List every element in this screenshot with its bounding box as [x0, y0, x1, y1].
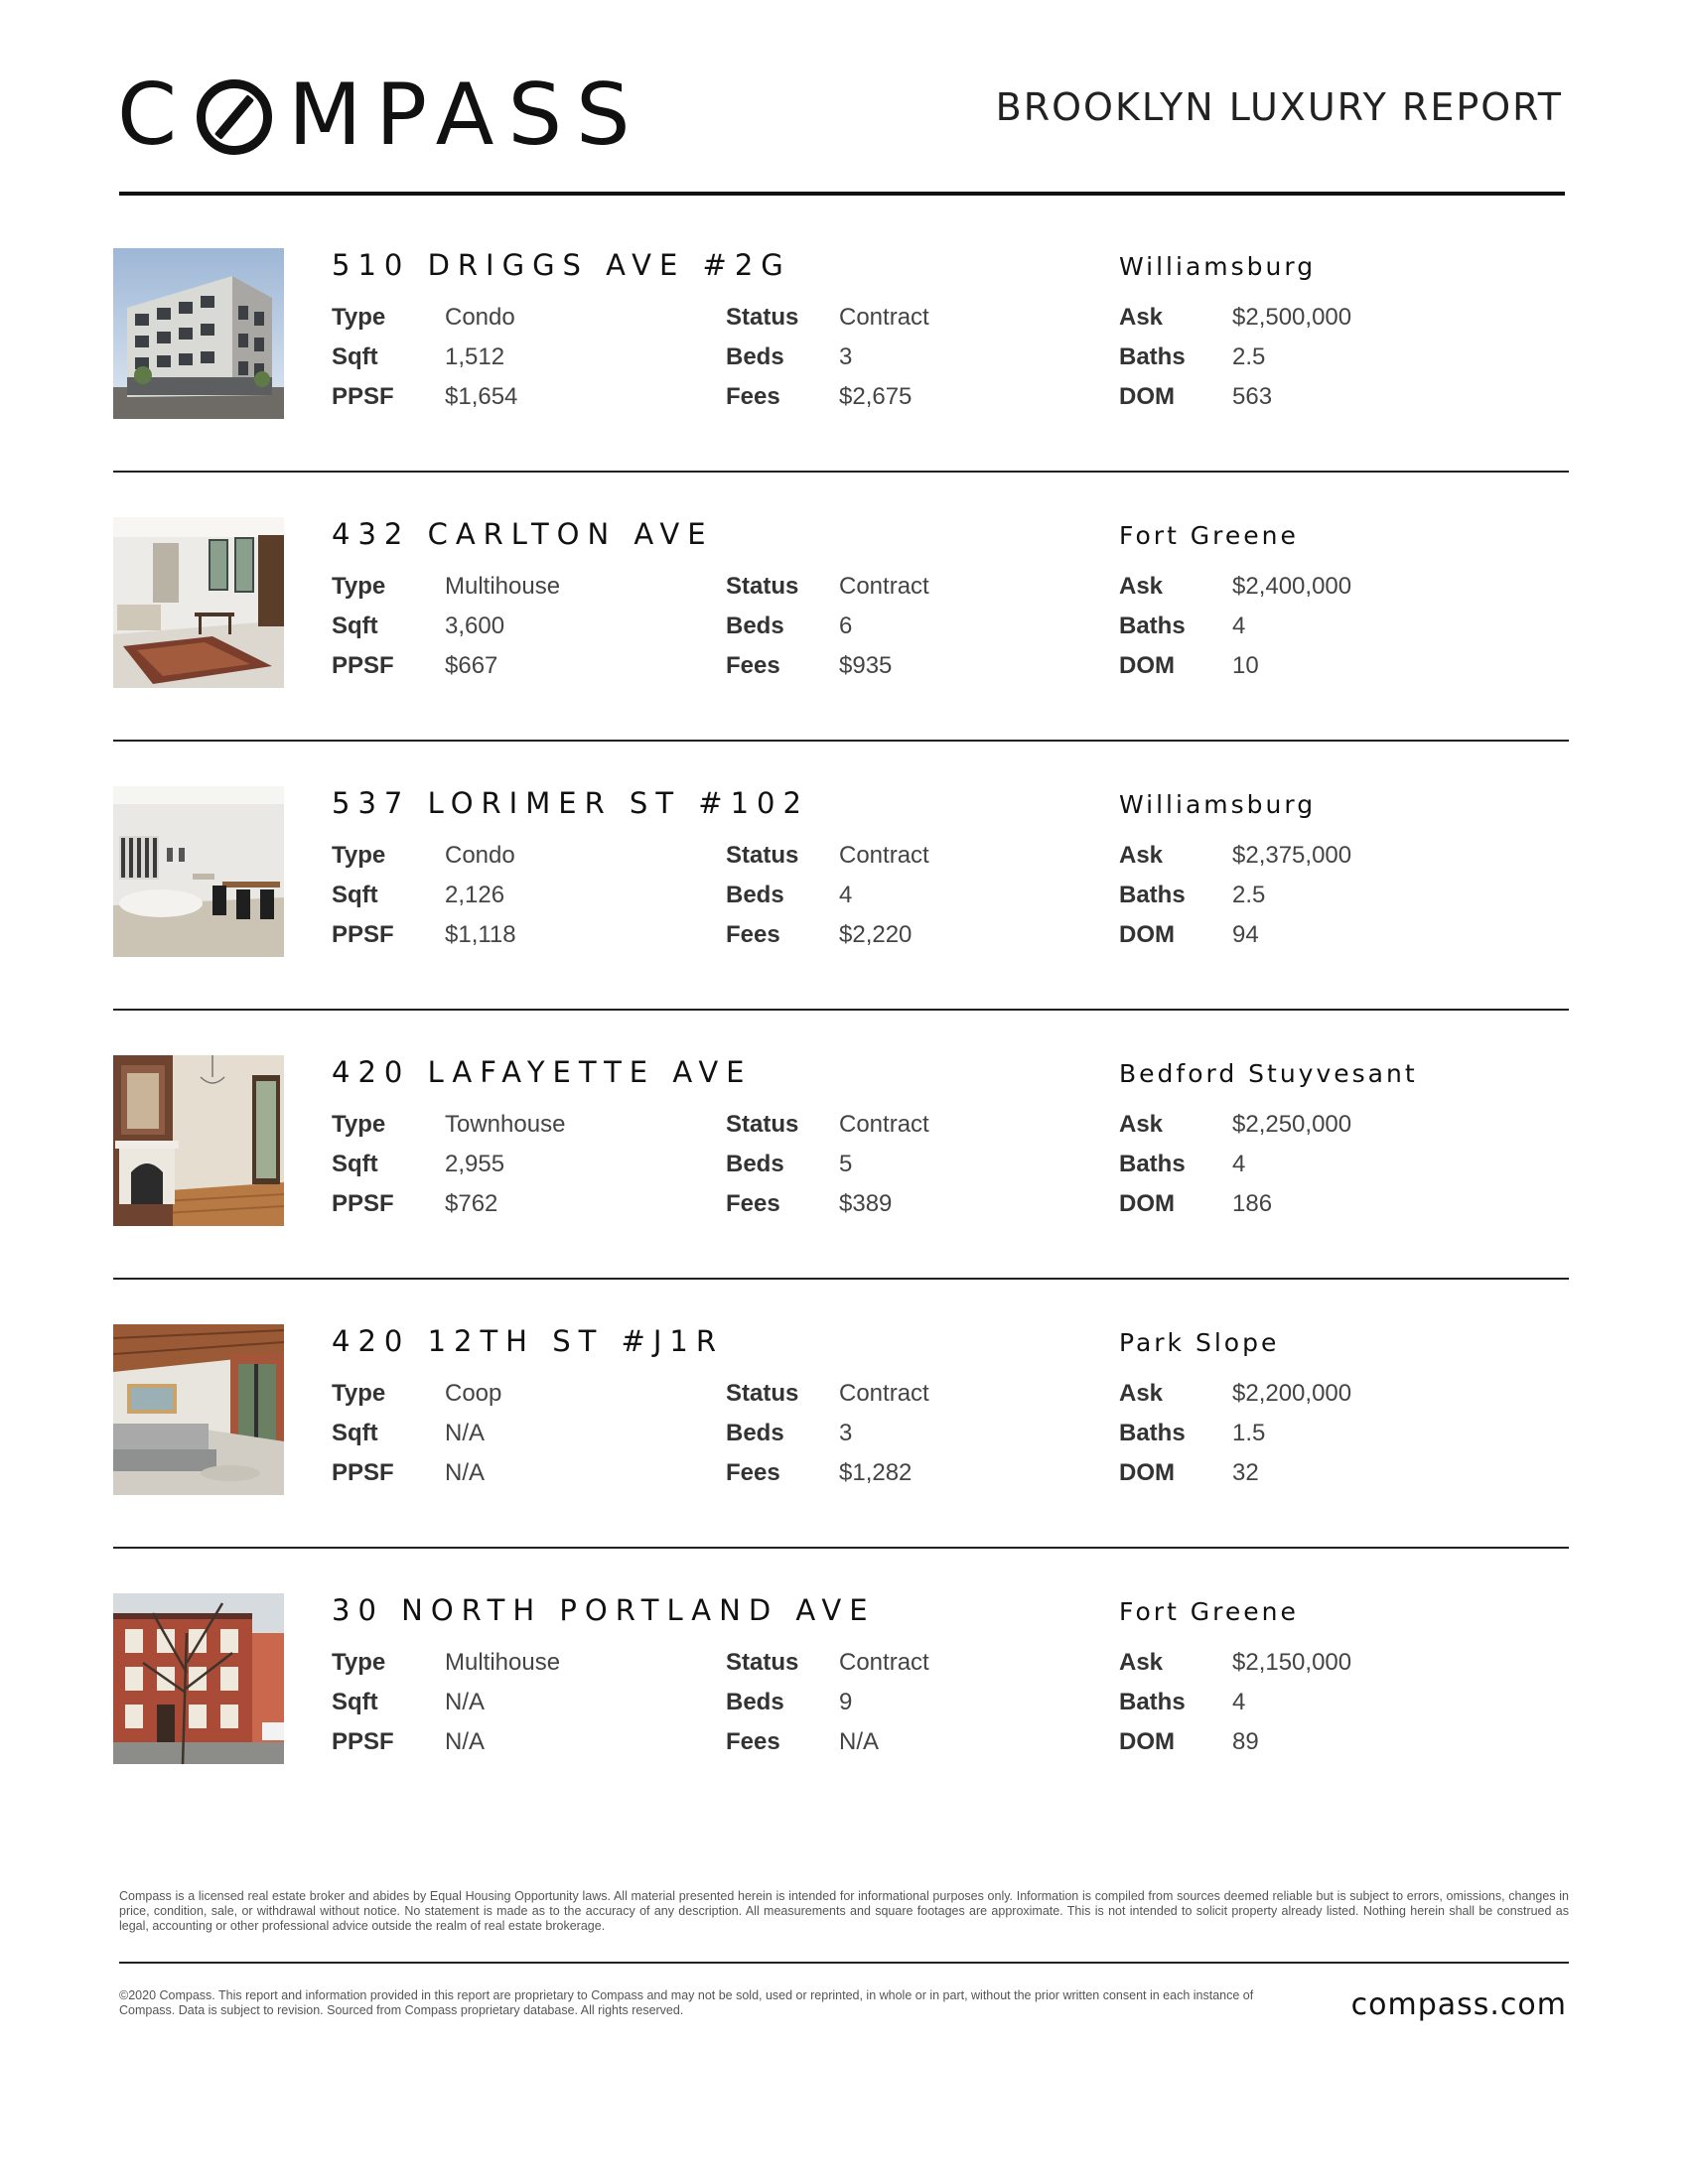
- compass-logo: [117, 66, 644, 166]
- fees-label: Fees: [726, 921, 780, 948]
- sqft-label: Sqft: [332, 1689, 378, 1715]
- ppsf-label: PPSF: [332, 921, 394, 948]
- ppsf-label: PPSF: [332, 1459, 394, 1486]
- beds-value: 5: [839, 1151, 853, 1177]
- ppsf-label: PPSF: [332, 652, 394, 679]
- type-label: Type: [332, 1380, 386, 1407]
- status-label: Status: [726, 573, 799, 600]
- beds-value: 4: [839, 882, 853, 908]
- type-label: Type: [332, 573, 386, 600]
- dom-value: 32: [1232, 1459, 1259, 1486]
- fees-value: N/A: [839, 1728, 880, 1755]
- baths-value: 2.5: [1232, 343, 1266, 370]
- ppsf-value: $667: [445, 652, 498, 679]
- dom-value: 10: [1232, 652, 1259, 679]
- type-label: Type: [332, 1111, 386, 1138]
- fees-label: Fees: [726, 652, 780, 679]
- baths-value: 1.5: [1232, 1420, 1266, 1446]
- dom-label: DOM: [1119, 1459, 1175, 1486]
- status-value: Contract: [839, 1649, 929, 1676]
- dom-label: DOM: [1119, 383, 1175, 410]
- listing-neighborhood: Williamsburg: [1119, 252, 1317, 281]
- sqft-value: 2,126: [445, 882, 505, 908]
- listing-address: 420 12TH ST #J1R: [332, 1324, 725, 1358]
- beds-label: Beds: [726, 1689, 784, 1715]
- loft-living-room-photo: [113, 1324, 284, 1495]
- sqft-label: Sqft: [332, 1151, 378, 1177]
- baths-label: Baths: [1119, 343, 1186, 370]
- dom-label: DOM: [1119, 921, 1175, 948]
- sqft-value: N/A: [445, 1689, 486, 1715]
- type-value: Coop: [445, 1380, 502, 1407]
- beds-value: 6: [839, 613, 853, 639]
- type-value: Townhouse: [445, 1111, 566, 1138]
- ppsf-label: PPSF: [332, 383, 394, 410]
- type-value: Multihouse: [445, 1649, 561, 1676]
- fees-value: $389: [839, 1190, 893, 1217]
- status-label: Status: [726, 842, 799, 869]
- sqft-label: Sqft: [332, 882, 378, 908]
- listing-address: 30 NORTH PORTLAND AVE: [332, 1593, 876, 1627]
- ppsf-label: PPSF: [332, 1728, 394, 1755]
- dom-value: 563: [1232, 383, 1273, 410]
- sqft-value: 3,600: [445, 613, 505, 639]
- listing-divider: [113, 471, 1569, 473]
- website-link[interactable]: compass.com: [1350, 1987, 1567, 2022]
- report-title: BROOKLYN LUXURY REPORT: [995, 85, 1563, 129]
- dom-label: DOM: [1119, 1728, 1175, 1755]
- status-value: Contract: [839, 304, 929, 331]
- dom-label: DOM: [1119, 652, 1175, 679]
- baths-label: Baths: [1119, 613, 1186, 639]
- status-value: Contract: [839, 842, 929, 869]
- listing-neighborhood: Bedford Stuyvesant: [1119, 1059, 1418, 1088]
- copyright-notice: ©2020 Compass. This report and information provided in this report are proprietary to Compass and may not be sold, used or reprinted, in whole or in part, without the prior written consent in each instance of Compass. Data is subject to revision. Sourced from Compass proprietary database. All rights reserved.: [119, 1988, 1254, 2017]
- listing-card: [113, 786, 1569, 1054]
- listing-neighborhood: Fort Greene: [1119, 521, 1299, 550]
- fees-label: Fees: [726, 1728, 780, 1755]
- fees-label: Fees: [726, 1459, 780, 1486]
- type-label: Type: [332, 1649, 386, 1676]
- sqft-value: N/A: [445, 1420, 486, 1446]
- beds-value: 9: [839, 1689, 853, 1715]
- fees-label: Fees: [726, 383, 780, 410]
- dom-value: 89: [1232, 1728, 1259, 1755]
- ask-label: Ask: [1119, 1111, 1164, 1138]
- ask-label: Ask: [1119, 1380, 1164, 1407]
- ppsf-value: N/A: [445, 1459, 486, 1486]
- listing-divider: [113, 740, 1569, 742]
- ppsf-value: N/A: [445, 1728, 486, 1755]
- sqft-value: 2,955: [445, 1151, 505, 1177]
- baths-value: 4: [1232, 613, 1246, 639]
- baths-label: Baths: [1119, 882, 1186, 908]
- sqft-label: Sqft: [332, 343, 378, 370]
- baths-label: Baths: [1119, 1689, 1186, 1715]
- ppsf-value: $1,118: [445, 921, 516, 948]
- listing-card: [113, 1324, 1569, 1592]
- living-room-photo: [113, 517, 284, 688]
- compass-needle-icon: [197, 79, 272, 155]
- listing-neighborhood: Park Slope: [1119, 1328, 1280, 1357]
- logo-wordmark: C MPASS: [117, 66, 644, 166]
- dom-value: 186: [1232, 1190, 1273, 1217]
- ask-value: $2,150,000: [1232, 1649, 1352, 1676]
- ask-label: Ask: [1119, 573, 1164, 600]
- beds-label: Beds: [726, 613, 784, 639]
- listing-address: 510 DRIGGS AVE #2G: [332, 248, 791, 282]
- status-label: Status: [726, 1111, 799, 1138]
- baths-label: Baths: [1119, 1420, 1186, 1446]
- dom-value: 94: [1232, 921, 1259, 948]
- listing-address: 420 LAFAYETTE AVE: [332, 1055, 753, 1089]
- beds-label: Beds: [726, 882, 784, 908]
- type-value: Condo: [445, 304, 515, 331]
- building-exterior-photo: [113, 248, 284, 419]
- dom-label: DOM: [1119, 1190, 1175, 1217]
- ask-value: $2,250,000: [1232, 1111, 1352, 1138]
- legal-disclaimer: Compass is a licensed real estate broker and abides by Equal Housing Opportunity laws. All material presented herein is intended for informational purposes only. Information is compiled from sources deemed reliable but is subject to errors, omissions, changes in price, condition, sale, or withdrawal without notice. No statement is made as to the accuracy of any description. All measurements and square footages are approximate. This is not intended to solicit property already listed. Nothing herein shall be construed as legal, accounting or other professional advice outside the realm of real estate brokerage.: [119, 1889, 1569, 1933]
- type-value: Condo: [445, 842, 515, 869]
- listing-divider: [113, 1278, 1569, 1280]
- listing-address: 537 LORIMER ST #102: [332, 786, 809, 820]
- status-label: Status: [726, 304, 799, 331]
- ask-value: $2,500,000: [1232, 304, 1352, 331]
- ask-label: Ask: [1119, 842, 1164, 869]
- sqft-value: 1,512: [445, 343, 505, 370]
- listing-card: [113, 1593, 1569, 1861]
- listing-neighborhood: Fort Greene: [1119, 1597, 1299, 1626]
- listing-card: [113, 517, 1569, 785]
- ask-value: $2,400,000: [1232, 573, 1352, 600]
- listing-card: [113, 1055, 1569, 1323]
- baths-value: 2.5: [1232, 882, 1266, 908]
- status-label: Status: [726, 1380, 799, 1407]
- listing-card: [113, 248, 1569, 516]
- brick-rowhouse-photo: [113, 1593, 284, 1764]
- type-value: Multihouse: [445, 573, 561, 600]
- type-label: Type: [332, 304, 386, 331]
- baths-label: Baths: [1119, 1151, 1186, 1177]
- beds-value: 3: [839, 343, 853, 370]
- footer-divider: [119, 1962, 1569, 1964]
- beds-value: 3: [839, 1420, 853, 1446]
- ppsf-value: $762: [445, 1190, 498, 1217]
- sqft-label: Sqft: [332, 1420, 378, 1446]
- fees-value: $935: [839, 652, 893, 679]
- fees-value: $2,675: [839, 383, 913, 410]
- header-divider: [119, 192, 1565, 196]
- ppsf-value: $1,654: [445, 383, 518, 410]
- beds-label: Beds: [726, 1420, 784, 1446]
- baths-value: 4: [1232, 1689, 1246, 1715]
- type-label: Type: [332, 842, 386, 869]
- listing-address: 432 CARLTON AVE: [332, 517, 714, 551]
- listing-neighborhood: Williamsburg: [1119, 790, 1317, 819]
- listing-divider: [113, 1547, 1569, 1549]
- status-value: Contract: [839, 1380, 929, 1407]
- beds-label: Beds: [726, 1151, 784, 1177]
- fees-label: Fees: [726, 1190, 780, 1217]
- ppsf-label: PPSF: [332, 1190, 394, 1217]
- open-living-dining-photo: [113, 786, 284, 957]
- fees-value: $2,220: [839, 921, 913, 948]
- ask-value: $2,200,000: [1232, 1380, 1352, 1407]
- sqft-label: Sqft: [332, 613, 378, 639]
- status-label: Status: [726, 1649, 799, 1676]
- listing-divider: [113, 1009, 1569, 1011]
- ask-value: $2,375,000: [1232, 842, 1352, 869]
- ask-label: Ask: [1119, 304, 1164, 331]
- baths-value: 4: [1232, 1151, 1246, 1177]
- status-value: Contract: [839, 1111, 929, 1138]
- fireplace-parlor-photo: [113, 1055, 284, 1226]
- fees-value: $1,282: [839, 1459, 913, 1486]
- ask-label: Ask: [1119, 1649, 1164, 1676]
- beds-label: Beds: [726, 343, 784, 370]
- status-value: Contract: [839, 573, 929, 600]
